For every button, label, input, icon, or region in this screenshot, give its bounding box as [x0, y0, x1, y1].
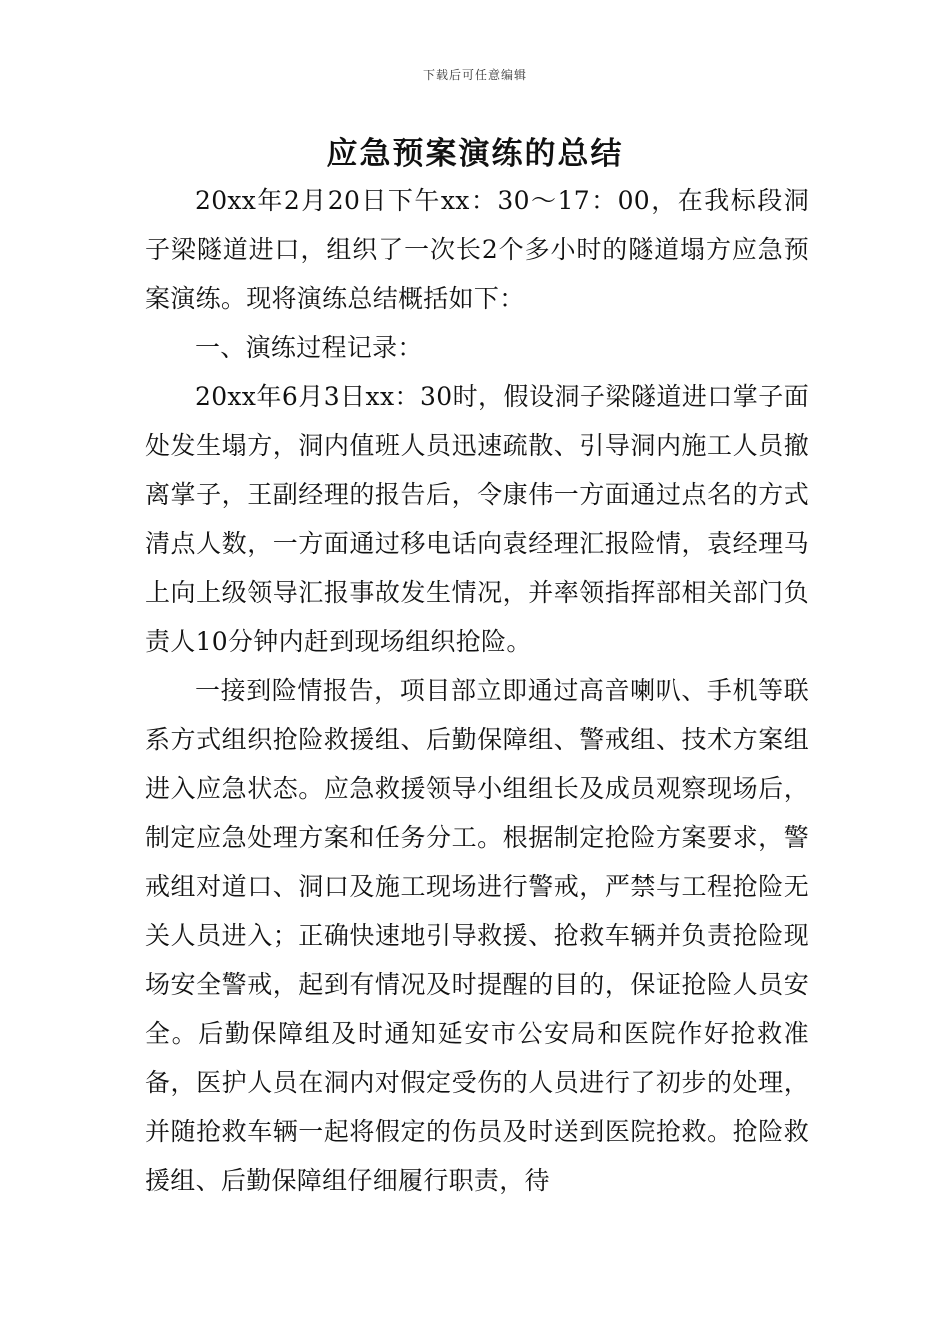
paragraph-intro: 20xx年2月20日下午xx：30～17：00，在我标段洞子梁隧道进口，组织了一次长2个多小时的隧道塌方应急预案演练。现将演练总结概括如下： [145, 186, 809, 313]
paragraph-response: 一接到险情报告，项目部立即通过高音喇叭、手机等联系方式组织抢险救援组、后勤保障组、警戒组、技术方案组进入应急状态。应急救援领导小组组长及成员观察现场后，制定应急处理方案和任务分工。根据制定抢险方案要求，警戒组对道口、洞口及施工现场进行警戒，严禁与工程抢险无关人员进入；正确快速地引导救援、抢救车辆并负责抢险现场安全警戒，起到有情况及时提醒的目的，保证抢险人员安全。后勤保障组及时通知延安市公安局和医院作好抢救准备，医护人员在洞内对假定受伤的人员进行了初步的处理，并随抢救车辆一起将假定的伤员及时送到医院抢救。抢险救援组、后勤保障组仔细履行职责，待 [145, 676, 809, 1195]
section-heading-drill-record: 一、演练过程记录： [195, 333, 423, 362]
document-title: 应急预案演练的总结 [326, 136, 624, 172]
document-body [145, 176, 809, 1205]
paragraph-scenario: 20xx年6月3日xx：30时，假设洞子梁隧道进口掌子面处发生塌方，洞内值班人员迅速疏散、引导洞内施工人员撤离掌子，王副经理的报告后，令康伟一方面通过点名的方式清点人数，一方面通过移电话向袁经理汇报险情，袁经理马上向上级领导汇报事故发生情况，并率领指挥部相关部门负责人10分钟内赶到现场组织抢险。 [145, 382, 809, 656]
header-note: 下载后可任意编辑 [422, 68, 527, 82]
